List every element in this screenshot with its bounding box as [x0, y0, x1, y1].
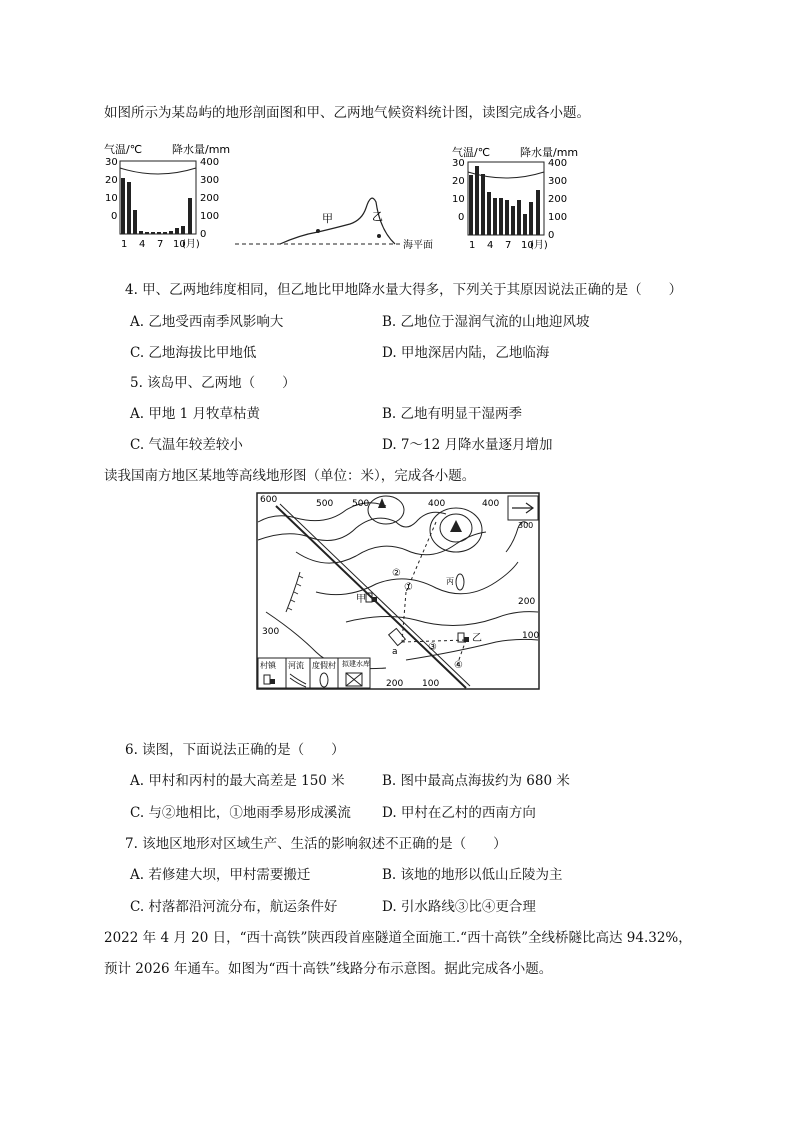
svg-text:200: 200	[386, 679, 404, 689]
contour-map-svg	[256, 492, 540, 690]
mark-3: ③	[428, 642, 437, 653]
svg-text:7: 7	[157, 239, 164, 250]
intro-text-1: 如图所示为某岛屿的地形剖面图和甲、乙两地气候资料统计图，读图完成各小题。	[104, 105, 590, 121]
svg-text:200: 200	[200, 193, 220, 204]
svg-text:0: 0	[458, 212, 465, 223]
map-legend	[258, 658, 370, 688]
svg-text:300: 300	[548, 176, 568, 187]
svg-text:拟建水库: 拟建水库	[342, 660, 370, 668]
q7-option-d: D. 引水路线③比④更合理	[382, 899, 536, 915]
svg-text:20: 20	[452, 176, 465, 187]
q6-option-b: B. 图中最高点海拔约为 680 米	[382, 773, 570, 789]
svg-text:400: 400	[548, 158, 568, 169]
svg-text:4: 4	[487, 240, 494, 251]
svg-text:(月): (月)	[530, 240, 548, 251]
svg-text:500: 500	[316, 499, 334, 509]
profile-label-jia: 甲	[322, 212, 333, 225]
intro-text-3-line-1: 2022 年 4 月 20 日，“西十高铁”陕西段首座隧道全面施工.“西十高铁”全线桥隧比高达 94.32%，	[104, 930, 692, 946]
terrain-profile	[235, 198, 433, 251]
climate-chart-jia	[104, 142, 230, 250]
svg-text:300: 300	[518, 521, 534, 530]
svg-text:300: 300	[262, 627, 280, 637]
village-label-jia: 甲	[356, 594, 366, 605]
sea-level-label: 海平面	[403, 240, 433, 251]
svg-text:河流: 河流	[288, 661, 304, 670]
svg-text:10: 10	[105, 193, 118, 204]
svg-text:气温/℃: 气温/℃	[452, 146, 491, 159]
profile-label-yi: 乙	[372, 210, 383, 223]
mark-1: ①	[404, 582, 413, 593]
svg-text:30: 30	[105, 157, 118, 168]
svg-text:30: 30	[452, 158, 465, 169]
svg-text:100: 100	[422, 679, 440, 689]
q6-option-a: A. 甲村和丙村的最大高差是 150 米	[130, 773, 345, 789]
svg-text:0: 0	[111, 211, 118, 222]
svg-text:1: 1	[469, 240, 476, 251]
mark-2: ②	[392, 568, 401, 579]
svg-text:100: 100	[548, 212, 568, 223]
q7-option-c: C. 村落都沿河流分布，航运条件好	[130, 899, 338, 915]
q4-stem: 4. 甲、乙两地纬度相同，但乙地比甲地降水量大得多，下列关于其原因说法正确的是（ ）	[125, 282, 683, 298]
svg-text:10: 10	[173, 239, 186, 250]
q4-option-c: C. 乙地海拔比甲地低	[130, 345, 257, 361]
climate-chart-yi	[452, 145, 578, 251]
svg-text:10: 10	[452, 194, 465, 205]
svg-text:4: 4	[139, 239, 146, 250]
svg-text:10: 10	[521, 240, 534, 251]
q7-option-b: B. 该地的地形以低山丘陵为主	[382, 867, 563, 883]
svg-text:1: 1	[121, 239, 128, 250]
mark-4: ④	[454, 660, 463, 671]
q5-option-b: B. 乙地有明显干湿两季	[382, 406, 523, 422]
svg-text:100: 100	[200, 211, 220, 222]
q7-option-a: A. 若修建大坝，甲村需要搬迁	[130, 867, 311, 883]
svg-text:0: 0	[548, 230, 555, 241]
village-label-yi: 乙	[472, 633, 482, 644]
climate-profile-svg	[100, 140, 600, 258]
intro-text-2: 读我国南方地区某地等高线地形图（单位：米），完成各小题。	[104, 468, 476, 484]
svg-text:度假村: 度假村	[312, 661, 336, 670]
svg-text:村镇: 村镇	[260, 661, 276, 670]
svg-text:0: 0	[200, 229, 207, 240]
q6-option-d: D. 甲村在乙村的西南方向	[382, 805, 536, 821]
point-label-a: a	[392, 647, 398, 657]
q7-stem: 7. 该地区地形对区域生产、生活的影响叙述不正确的是（ ）	[125, 836, 507, 852]
svg-text:200: 200	[548, 194, 568, 205]
svg-text:降水量/mm: 降水量/mm	[520, 146, 579, 159]
q6-stem: 6. 读图，下面说法正确的是（ ）	[125, 742, 345, 758]
intro-text-3-line-2: 预计 2026 年通车。如图为“西十高铁”线路分布示意图。据此完成各小题。	[104, 961, 553, 977]
svg-text:100: 100	[522, 631, 540, 641]
svg-text:200: 200	[518, 597, 536, 607]
q4-option-b: B. 乙地位于湿润气流的山地迎风坡	[382, 314, 590, 330]
figure-climate-profile	[100, 140, 600, 258]
village-label-bing: 丙	[446, 577, 454, 586]
q5-stem: 5. 该岛甲、乙两地（ ）	[130, 375, 296, 391]
contour-label-600: 600	[260, 495, 278, 505]
temp-axis-label: 气温/℃	[104, 143, 143, 156]
q5-option-a: A. 甲地 1 月牧草枯黄	[130, 406, 261, 422]
svg-text:400: 400	[428, 499, 446, 509]
svg-text:400: 400	[482, 499, 500, 509]
precip-axis-label: 降水量/mm	[172, 143, 231, 156]
svg-text:7: 7	[505, 240, 512, 251]
q4-option-d: D. 甲地深居内陆，乙地临海	[382, 345, 550, 361]
figure-contour-map	[256, 492, 540, 690]
q6-option-c: C. 与②地相比，①地雨季易形成溪流	[130, 805, 351, 821]
svg-text:20: 20	[105, 175, 118, 186]
svg-text:(月): (月)	[182, 239, 200, 250]
svg-text:500: 500	[352, 499, 370, 509]
svg-text:400: 400	[200, 157, 220, 168]
svg-text:300: 300	[200, 175, 220, 186]
q5-option-c: C. 气温年较差较小	[130, 437, 243, 453]
q5-option-d: D. 7～12 月降水量逐月增加	[382, 437, 553, 453]
q4-option-a: A. 乙地受西南季风影响大	[130, 314, 284, 330]
